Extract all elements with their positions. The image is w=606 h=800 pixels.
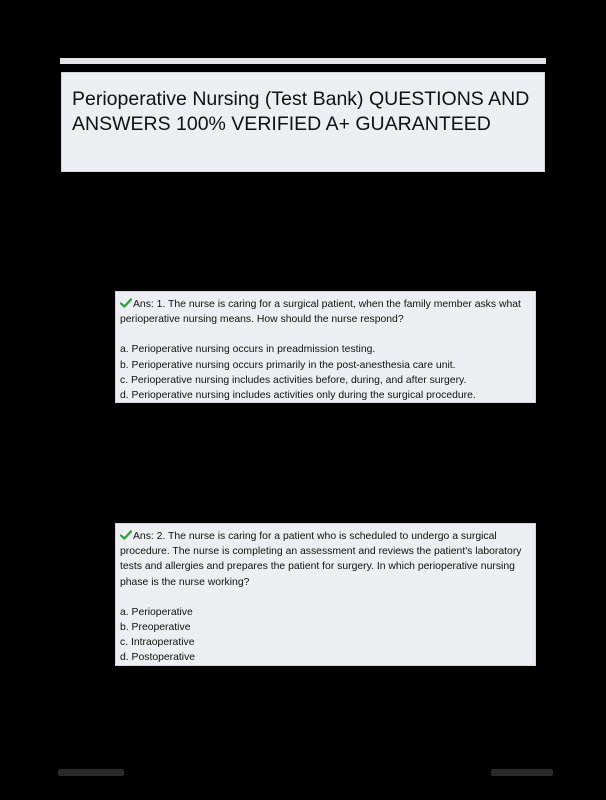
option-2d: d. Postoperative — [120, 652, 196, 664]
question-card-2 — [115, 523, 536, 666]
top-divider — [60, 58, 546, 64]
option-2c: c. Intraoperative — [120, 637, 195, 649]
option-1b: b. Perioperative nursing occurs primarily in the post-anesthesia care unit. — [120, 359, 456, 371]
question-card-1 — [115, 291, 536, 403]
document-title: Perioperative Nursing (Test Bank) QUESTIONS AND ANSWERS 100% VERIFIED A+ GUARANTEED — [72, 88, 530, 135]
question-1-options — [120, 342, 531, 403]
question-1 — [120, 297, 531, 327]
footer-left-mark — [58, 769, 124, 776]
option-1d: d. Perioperative nursing includes activities only during the surgical procedure. — [120, 390, 476, 402]
check-icon — [120, 530, 132, 540]
option-1c: c. Perioperative nursing includes activities before, during, and after surgery. — [120, 374, 467, 386]
title-box — [61, 72, 545, 172]
option-1a: a. Perioperative nursing occurs in preadmission testing. — [120, 344, 376, 356]
question-2-text: Ans: 2. The nurse is caring for a patient who is scheduled to undergo a surgical procedure. The nurse is completing an assessment and reviews the patient's laboratory tests and allergies and prepares the patient for surgery. In which perioperative nursing phase is the nurse working? — [120, 531, 522, 588]
question-1-text: Ans: 1. The nurse is caring for a surgical patient, when the family member asks what perioperative nursing means. How should the nurse respond? — [120, 299, 521, 326]
question-2-options — [120, 605, 531, 666]
check-icon — [120, 298, 132, 308]
option-2b: b. Preoperative — [120, 622, 191, 634]
footer-right-mark — [491, 769, 553, 776]
option-2a: a. Perioperative — [120, 606, 193, 618]
question-2 — [120, 529, 531, 590]
